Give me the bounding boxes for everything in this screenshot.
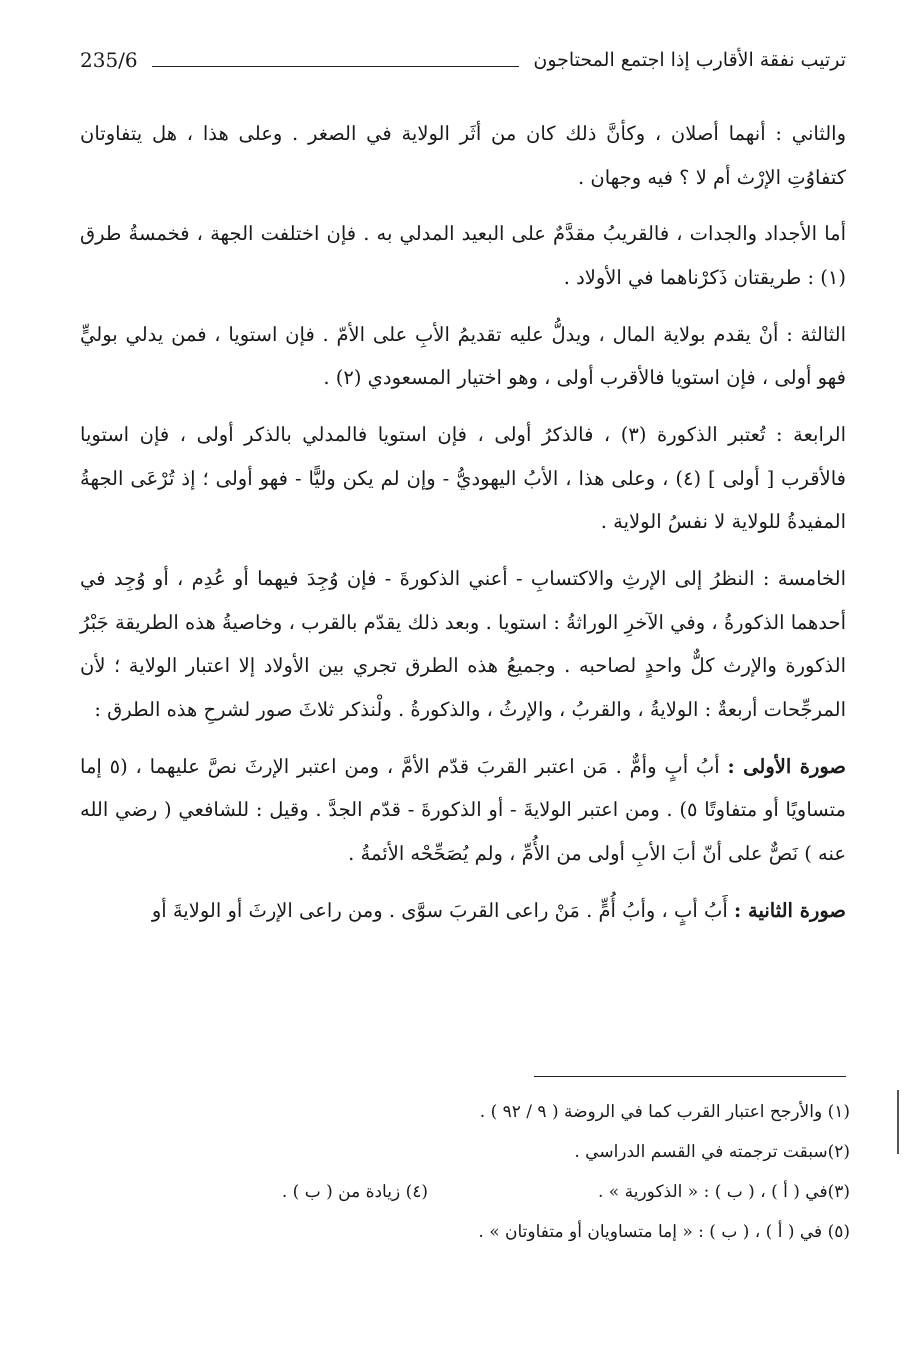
footnote-1: [90, 1092, 850, 1132]
main-text: [80, 112, 846, 945]
footnote-separator: [534, 1076, 846, 1077]
paragraph-text: أما الأجداد والجدات ، فالقريبُ مقدَّمٌ على البعيد المدلي به . فإن اختلفت الجهة ، فخمسةُ طرق (١) : طريقتان ذَكرْناهما في الأولاد .: [80, 222, 846, 290]
footnote-4-text: (٤) زيادة من ( ب ) .: [281, 1182, 428, 1202]
paragraph-text: الخامسة : النظرُ إلى الإرثِ والاكتسابِ - أعني الذكورةَ - فإن وُجِدَ فيهما أو عُدِم ، أو وُجِد في أحدهما الذكورةُ ، وفي الآخرِ الوراثةُ : استويا . وبعد ذلك يقدّم بالقرب ، وخاصيةُ هذه الطريقة جَبْرُ الذكورة والإرث كلٌّ واحدٍ لصاحبه . وجميعُ هذه الطرق تجري بين الأولاد إلا اعتبار الولاية ؛ لأن المرجِّحات أربعةٌ : الولايةُ ، والقربُ ، والإرثُ ، والذكورةُ . ولْنذكر ثلاثَ صور لشرحِ هذه الطرق :: [80, 567, 846, 722]
running-header: [80, 40, 846, 80]
paragraph-text: أَبُ أبٍ ، وأبُ أُمٍّ . مَنْ راعى القربَ سوَّى . ومن راعى الإرثَ أو الولايةَ أو: [151, 898, 728, 922]
footnote-text: (٥) في ( أ ) ، ( ب ) : « إما متساويان أو متفاوتان » .: [478, 1222, 850, 1242]
footnote-5: [90, 1212, 850, 1252]
footnotes: [90, 1092, 850, 1252]
paragraph-1: [80, 112, 846, 199]
footnote-3: [90, 1172, 850, 1212]
paragraph-3: [80, 313, 846, 400]
footnote-text: (١) والأرجح اعتبار القرب كما في الروضة ( ٩ / ٩٢ ) .: [479, 1102, 850, 1122]
paragraph-text: أبُ أبٍ وأمٌّ . مَن اعتبر القربَ قدّم الأمَّ ، ومن اعتبر الإرثَ نصَّ عليهما ، (٥ إما متساويًا أو متفاوتًا ٥) . ومن اعتبر الولايةَ - أو الذكورةَ - قدّم الجدَّ . وقيل : للشافعي ( رضي الله عنه ) نَصٌّ على أنّ أبَ الأبِ أولى من الأُمِّ ، ولم يُصَحِّحْه الأئمةُ .: [80, 754, 846, 866]
footnote-text: (٢)سبقت ترجمته في القسم الدراسي .: [574, 1142, 850, 1162]
page-number: 235/6: [80, 48, 138, 72]
paragraph-6: [80, 745, 846, 876]
footnote-text: (٣)في ( أ ) ، ( ب ) : « الذكورية » .: [598, 1182, 850, 1202]
paragraph-5: [80, 557, 846, 732]
header-rule: [152, 66, 520, 67]
paragraph-lead: صورة الثانية :: [734, 898, 846, 922]
footnote-2: [90, 1132, 850, 1172]
binding-edge-mark: [897, 1090, 899, 1154]
paragraph-4: [80, 413, 846, 544]
paragraph-text: الثالثة : أنْ يقدم بولاية المال ، ويدلُّ عليه تقديمُ الأبِ على الأمّ . فإن استويا ، فمن يدلي بوليٍّ فهو أولى ، فإن استويا فالأقرب أولى ، وهو اختيار المسعودي (٢) .: [80, 322, 846, 390]
paragraph-text: الرابعة : تُعتبر الذكورة (٣) ، فالذكرُ أولى ، فإن استويا فالمدلي بالذكر أولى ، فإن استويا فالأقرب [ أولى ] (٤) ، وعلى هذا ، الأبُ اليهوديُّ - وإن لم يكن وليًّا - فهو أولى ؛ إذ تُرْعَى الجهةُ المفيدةُ للولاية لا نفسُ الولاية .: [80, 423, 847, 534]
paragraph-text: والثاني : أنهما أصلان ، وكأنَّ ذلك كان من أثَر الولاية في الصغر . وعلى هذا ، هل يتفاوتان كتفاوُتِ الإرْث أم لا ؟ فيه وجهان .: [80, 122, 846, 189]
paragraph-2: [80, 212, 846, 299]
paragraph-lead: صورة الأولى :: [727, 754, 846, 778]
chapter-title: ترتيب نفقة الأقارب إذا اجتمع المحتاجون: [533, 49, 846, 71]
paragraph-7: [80, 889, 846, 933]
